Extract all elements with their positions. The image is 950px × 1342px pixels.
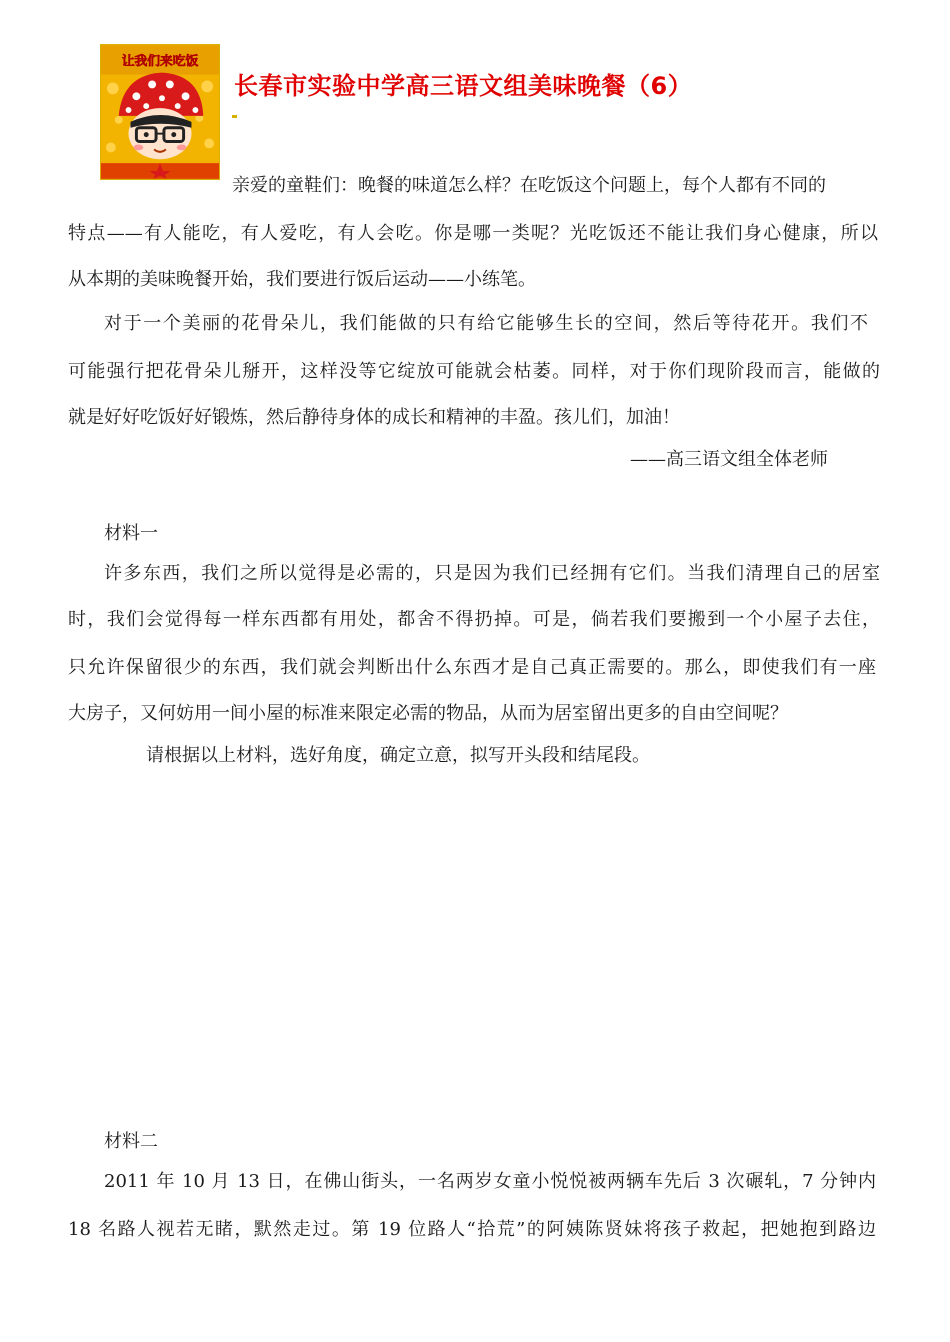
intro-line-1: 亲爱的童鞋们：晚餐的味道怎么样？在吃饭这个问题上，每个人都有不同的	[232, 175, 826, 196]
material2-heading: 材料二	[104, 1131, 158, 1152]
page-title: 长春市实验中学高三语文组美味晚餐（6）	[234, 72, 693, 100]
material1-instruction: 请根据以上材料，选好角度，确定立意，拟写开头段和结尾段。	[146, 745, 650, 766]
logo-text: 让我们来吃饭	[121, 53, 199, 69]
material2-line-1: 2011 年 10 月 13 日，在佛山街头，一名两岁女童小悦悦被两辆车先后 3 次碾轧，7 分钟内	[104, 1171, 876, 1192]
material1-line-1: 许多东西，我们之所以觉得是必需的，只是因为我们已经拥有它们。当我们清理自己的居室	[104, 563, 880, 584]
intro-line-2: 特点——有人能吃，有人爱吃，有人会吃。你是哪一类呢？光吃饭还不能让我们身心健康，所以	[68, 223, 878, 244]
material1-line-3: 只允许保留很少的东西，我们就会判断出什么东西才是自己真正需要的。那么，即使我们有一座	[68, 657, 876, 678]
title-underline-mark	[232, 115, 237, 118]
para2-line-1: 对于一个美丽的花骨朵儿，我们能做的只有给它能够生长的空间，然后等待花开。我们不	[104, 313, 868, 334]
intro-line-3: 从本期的美味晚餐开始，我们要进行饭后运动——小练笔。	[68, 269, 536, 290]
material2-line-2: 18 名路人视若无睹，默然走过。第 19 位路人“拾荒”的阿姨陈贤妹将孩子救起，把她抱到路边	[68, 1219, 876, 1240]
logo-image	[100, 44, 220, 180]
cartoon-girl-icon	[101, 45, 219, 179]
material1-line-4: 大房子，又何妨用一间小屋的标准来限定必需的物品，从而为居室留出更多的自由空间呢？	[68, 703, 788, 724]
para2-line-3: 就是好好吃饭好好锻炼，然后静待身体的成长和精神的丰盈。孩儿们，加油！	[68, 407, 680, 428]
signature: ——高三语文组全体老师	[630, 449, 828, 470]
material1-heading: 材料一	[104, 523, 158, 544]
material1-line-2: 时，我们会觉得每一样东西都有用处，都舍不得扔掉。可是，倘若我们要搬到一个小屋子去住，	[68, 609, 880, 630]
para2-line-2: 可能强行把花骨朵儿掰开，这样没等它绽放可能就会枯萎。同样，对于你们现阶段而言，能做的	[68, 361, 880, 382]
